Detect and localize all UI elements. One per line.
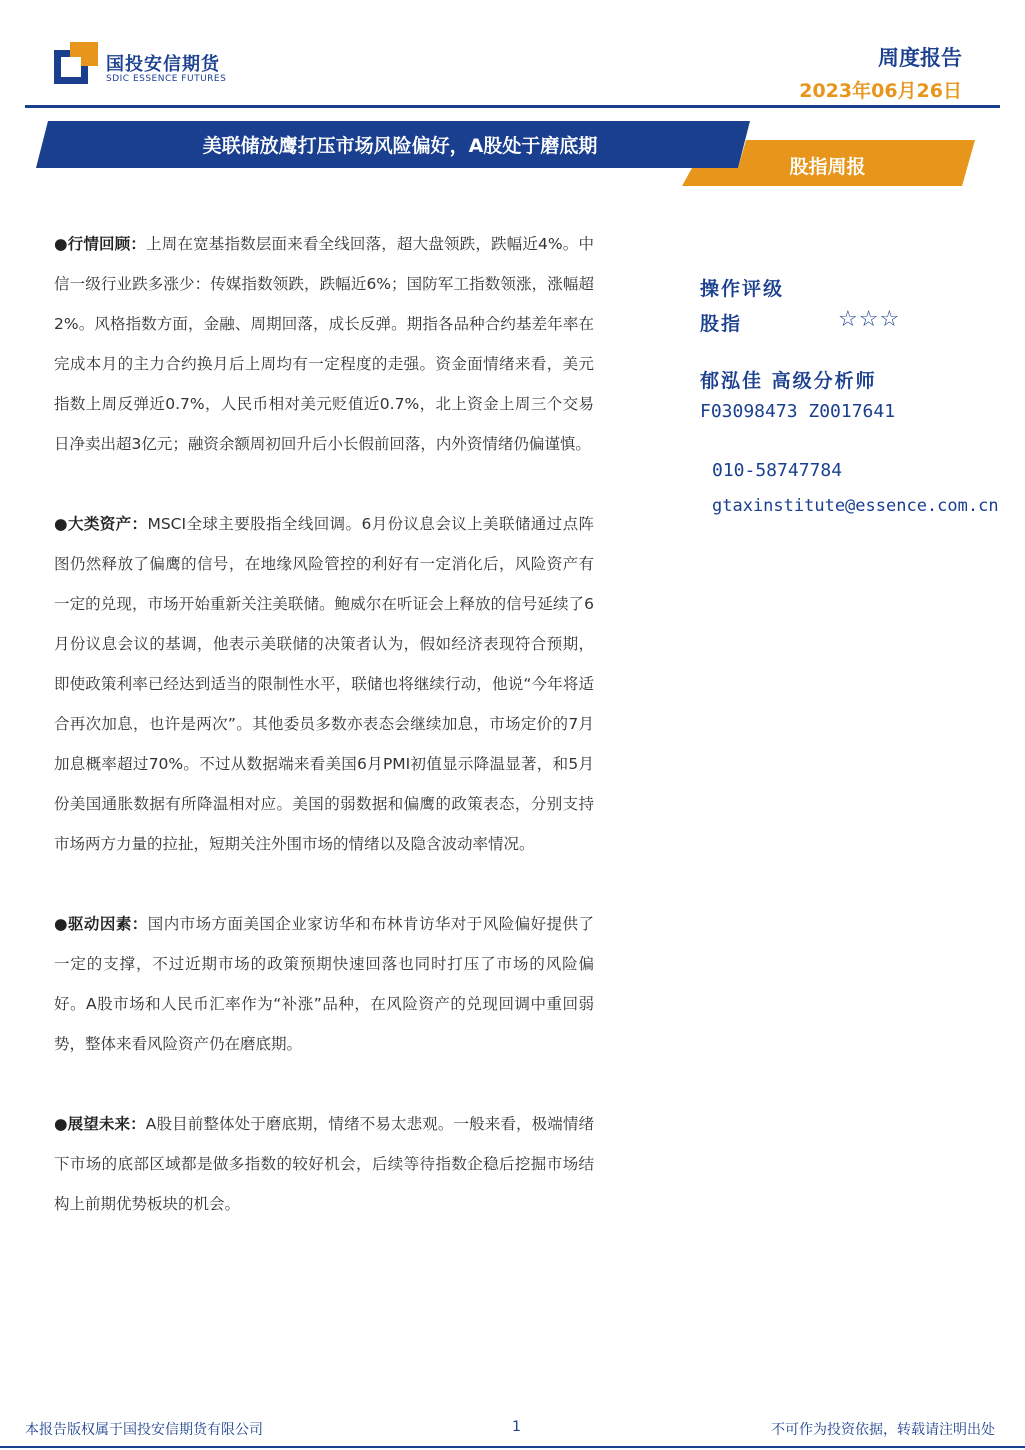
paragraph-label: 行情回顾： [67, 235, 147, 253]
paragraph-label: 大类资产： [67, 515, 148, 533]
footer-divider [0, 1446, 1025, 1448]
report-body [54, 224, 594, 1264]
paragraph-market-review [54, 224, 594, 464]
report-type: 周度报告 [878, 46, 962, 70]
rating-instrument: 股指 [700, 313, 743, 335]
paragraph-text: MSCI全球主要股指全线回调。6月份议息会议上美联储通过点阵图仍然释放了偏鹰的信号，在地缘风险管控的利好有一定消化后，风险资产有一定的兑现，市场开始重新关注美联储。鲍威尔在听证会上释放的信号延续了6月份议息会议的基调，他表示美联储的决策者认为，假如经济表现符合预期，即使政策利率已经达到适当的限制性水平，联储也将继续行动，他说“今年将适合再次加息，也许是两次”。其他委员多数亦表态会继续加息，市场定价的7月加息概率超过70%。不过从数据端来看美国6月PMI初值显示降温显著，和5月份美国通胀数据有所降温相对应。美国的弱数据和偏鹰的政策表态，分别支持市场两方力量的拉扯，短期关注外围市场的情绪以及隐含波动率情况。 [54, 515, 594, 853]
paragraph-label: 展望未来： [67, 1115, 146, 1133]
paragraph-text: 上周在宽基指数层面来看全线回落，超大盘领跌，跌幅近4%。中信一级行业跌多涨少：传媒指数领跌，跌幅近6%；国防军工指数领涨，涨幅超2%。风格指数方面，金融、周期回落，成长反弹。期指各品种合约基差年率在完成本月的主力合约换月后上周均有一定程度的走强。资金面情绪来看，美元指数上周反弹近0.7%，人民币相对美元贬值近0.7%，北上资金上周三个交易日净卖出超3亿元；融资余额周初回升后小长假前回落，内外资情绪仍偏谨慎。 [54, 235, 594, 453]
logo-company-english: SDIC ESSENCE FUTURES [106, 74, 227, 84]
header-divider [25, 105, 1000, 108]
report-category-tag: 股指周报 [789, 156, 866, 178]
bullet-icon: ● [54, 1115, 68, 1133]
contact-email[interactable]: gtaxinstitute@essence.com.cn [712, 496, 999, 516]
bullet-icon: ● [54, 235, 68, 253]
report-title: 美联储放鹰打压市场风险偏好，A股处于磨底期 [202, 135, 598, 157]
footer-disclaimer: 不可作为投资依据，转载请注明出处 [771, 1422, 995, 1438]
contact-phone: 010-58747784 [712, 460, 843, 481]
paragraph-outlook [54, 1104, 594, 1224]
bullet-icon: ● [54, 915, 68, 933]
paragraph-text: 国内市场方面美国企业家访华和布林肯访华对于风险偏好提供了一定的支撑，不过近期市场的政策预期快速回落也同时打压了市场的风险偏好。A股市场和人民币汇率作为“补涨”品种，在风险资产的兑现回调中重回弱势，整体来看风险资产仍在磨底期。 [54, 915, 594, 1053]
bullet-icon: ● [54, 515, 68, 533]
logo-mark-icon [54, 42, 98, 84]
rating-stars-icon: ☆☆☆ [838, 307, 901, 332]
paragraph-drivers [54, 904, 594, 1064]
paragraph-text: A股目前整体处于磨底期，情绪不易太悲观。一般来看，极端情绪下市场的底部区域都是做多指数的较好机会，后续等待指数企稳后挖掘市场结构上前期优势板块的机会。 [54, 1115, 594, 1213]
analyst-license: F03098473 Z0017641 [700, 401, 896, 422]
report-date: 2023年06月26日 [799, 80, 962, 102]
paragraph-major-assets [54, 504, 594, 864]
operation-rating-title: 操作评级 [700, 278, 785, 300]
footer-copyright: 本报告版权属于国投安信期货有限公司 [25, 1422, 263, 1438]
analyst-name: 郁泓佳 高级分析师 [700, 370, 877, 392]
logo-company-name: 国投安信期货 [106, 54, 220, 75]
page-number: 1 [512, 1419, 521, 1435]
paragraph-label: 驱动因素： [67, 915, 148, 933]
